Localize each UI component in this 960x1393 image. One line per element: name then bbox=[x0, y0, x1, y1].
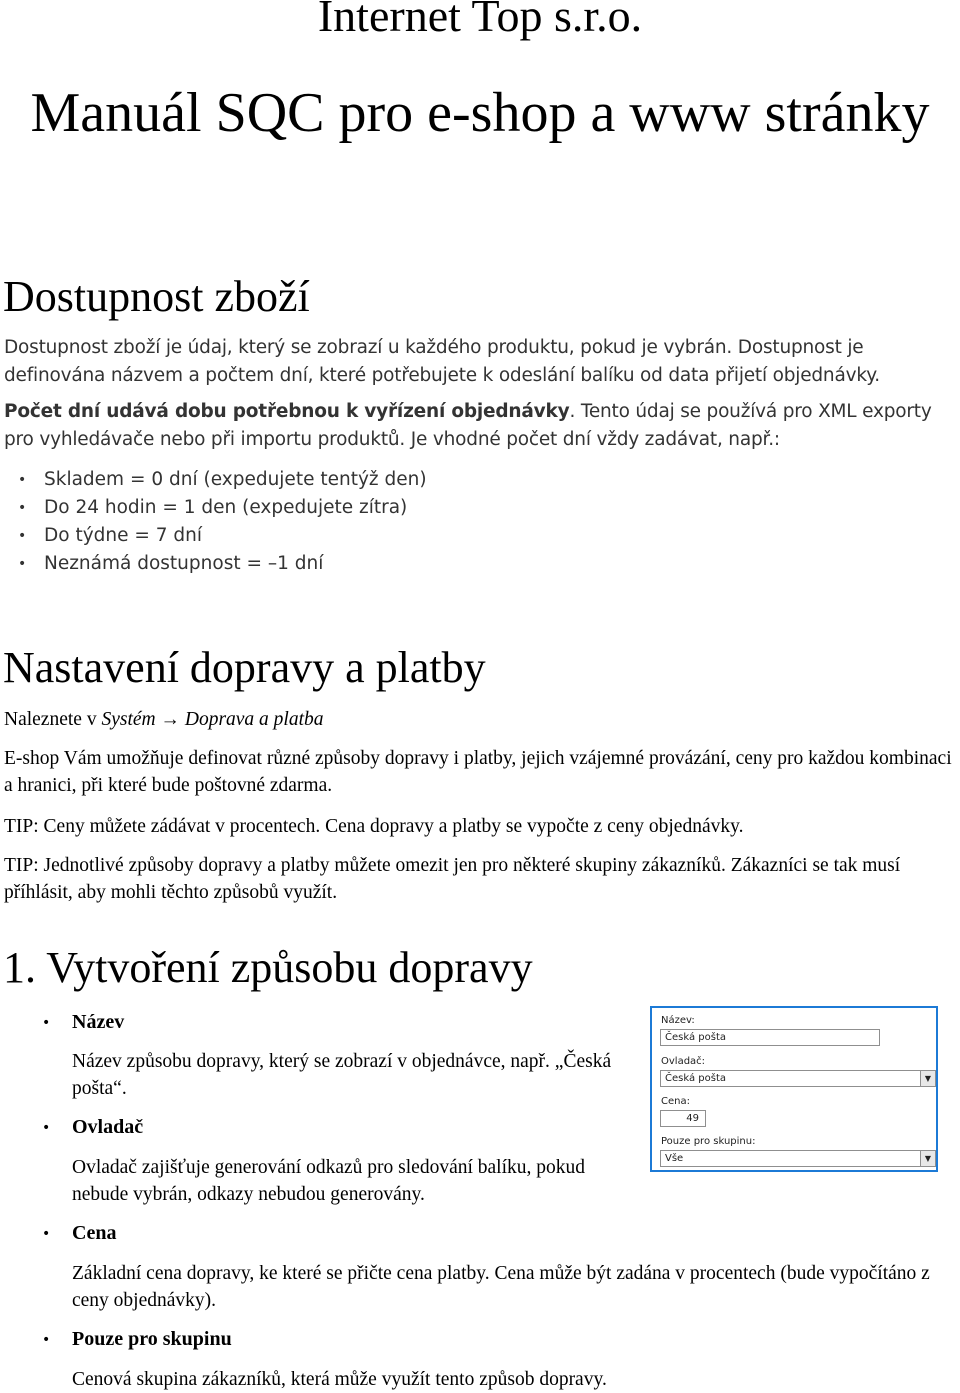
item-text-name: Název způsobu dopravy, který se zobrazí v objednávce, např. „Česká pošta“. bbox=[72, 1051, 612, 1099]
bullet-icon: • bbox=[42, 1015, 51, 1031]
name-field[interactable]: Česká pošta bbox=[660, 1029, 880, 1046]
group-label: Pouze pro skupinu: bbox=[661, 1136, 756, 1147]
company-name: Internet Top s.r.o. bbox=[317, 0, 643, 41]
driver-select[interactable] bbox=[660, 1070, 936, 1087]
item-text-group: Cenová skupina zákazníků, která může využít tento způsob dopravy. bbox=[72, 1369, 607, 1390]
driver-label: Ovladač: bbox=[661, 1056, 706, 1067]
list-item: • Do týdne = 7 dní bbox=[44, 522, 427, 550]
list-item: • Skladem = 0 dní (expedujete tentýž den) bbox=[44, 466, 427, 494]
availability-paragraph: Dostupnost zboží je údaj, který se zobrazí u každého produktu, pokud je vybrán. Dostupnost je definována názvem a počtem dní, které potřebujete k odeslání balíku od data přijetí objednávky. bbox=[4, 337, 880, 386]
path-shipping-payment: Doprava a platba bbox=[184, 709, 324, 730]
list-item: • Neznámá dostupnost = –1 dní bbox=[44, 550, 427, 578]
price-label: Cena: bbox=[661, 1096, 690, 1107]
path-prefix: Naleznete v bbox=[4, 709, 102, 730]
chevron-down-icon[interactable]: ▼ bbox=[920, 1071, 935, 1086]
section-heading-create-shipping: 1. Vytvoření způsobu dopravy bbox=[3, 943, 533, 992]
arrow-icon: → bbox=[155, 709, 185, 730]
path-system: Systém bbox=[101, 709, 156, 730]
document-title: Manuál SQC pro e-shop a www stránky bbox=[30, 82, 930, 144]
bullet-icon: • bbox=[42, 1332, 51, 1348]
shipping-form-screenshot bbox=[650, 1006, 938, 1172]
price-field[interactable]: 49 bbox=[660, 1110, 706, 1127]
bullet-icon: • bbox=[42, 1226, 51, 1242]
item-title-name: Název bbox=[72, 1011, 125, 1033]
group-select[interactable] bbox=[660, 1150, 936, 1167]
menu-path bbox=[4, 706, 324, 733]
section-heading-shipping: Nastavení dopravy a platby bbox=[3, 643, 486, 692]
tip-groups: TIP: Jednotlivé způsoby dopravy a platby můžete omezit jen pro některé skupiny zákazníků. Zákazníci se tak musí příhlásit, aby mohli těchto způsobů využít. bbox=[4, 855, 901, 903]
section-heading-availability: Dostupnost zboží bbox=[3, 272, 310, 321]
list-item: • Do 24 hodin = 1 den (expedujete zítra) bbox=[44, 494, 427, 522]
item-title-price: Cena bbox=[72, 1222, 117, 1244]
name-label: Název: bbox=[661, 1015, 695, 1026]
tip-percent: TIP: Ceny můžete zádávat v procentech. Cena dopravy a platby se vypočte z ceny objednávky. bbox=[4, 816, 744, 837]
group-select-value: Vše bbox=[665, 1153, 684, 1164]
item-text-driver: Ovladač zajišťuje generování odkazů pro sledování balíku, pokud nebude vybrán, odkazy nebudou generovány. bbox=[72, 1157, 586, 1205]
availability-examples-list bbox=[44, 466, 427, 578]
days-emphasis: Počet dní udává dobu potřebnou k vyřízení objednávky bbox=[4, 401, 570, 422]
days-explanation: . Tento údaj se používá pro XML exporty pro vyhledávače nebo při importu produktů. Je vhodné počet dní vždy zadávat, např.: bbox=[4, 401, 932, 450]
shipping-paragraph: E-shop Vám umožňuje definovat různé způsoby dopravy i platby, jejich vzájemné provázání, ceny pro každou kombinaci a hranici, při které bude poštovné zdarma. bbox=[4, 748, 952, 796]
driver-select-value: Česká pošta bbox=[665, 1073, 726, 1084]
bullet-icon: • bbox=[42, 1120, 51, 1136]
availability-days-paragraph bbox=[4, 398, 959, 454]
item-title-driver: Ovladač bbox=[72, 1116, 144, 1138]
item-title-group: Pouze pro skupinu bbox=[72, 1328, 232, 1350]
chevron-down-icon[interactable]: ▼ bbox=[920, 1151, 935, 1166]
item-text-price: Základní cena dopravy, ke které se přičte cena platby. Cena může být zadána v procentech (bude vypočítáno z ceny objednávky). bbox=[72, 1263, 930, 1311]
